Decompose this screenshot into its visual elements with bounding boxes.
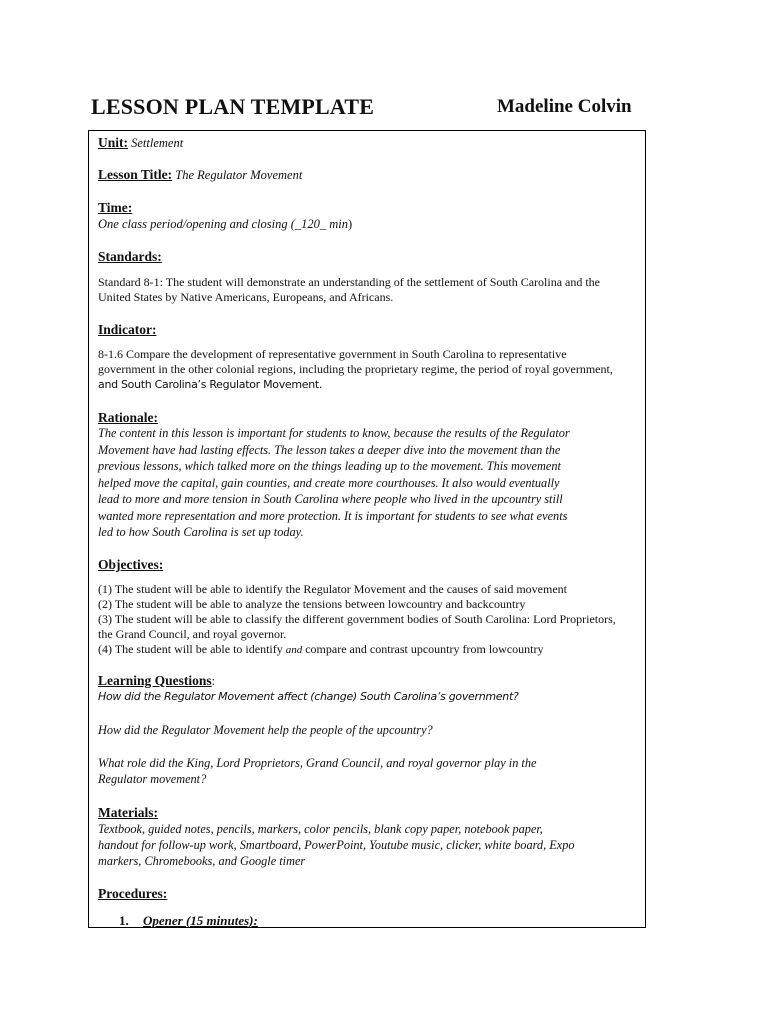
objectives-label: Objectives: <box>98 557 164 572</box>
time-value-paren: ) <box>347 217 353 231</box>
indicator-line: government in the other colonial regions, including the proprietary regime, the period of royal government, <box>98 362 613 376</box>
procedure-item-1-number: 1. <box>119 913 129 928</box>
indicator-label: Indicator: <box>98 322 157 337</box>
document-title: LESSON PLAN TEMPLATE <box>91 94 375 119</box>
lesson-title-row <box>98 167 642 183</box>
rationale-line: wanted more representation and more protection. It is important for students to see what events <box>98 509 568 523</box>
learning-question-3: What role did the King, Lord Proprietors, Grand Council, and royal governor play in the <box>98 756 537 770</box>
time-label: Time: <box>98 200 133 215</box>
unit-label: Unit: <box>98 135 128 150</box>
lesson-plan-box <box>88 130 646 928</box>
learning-questions-colon: : <box>211 674 216 688</box>
objective-line <box>98 642 642 658</box>
learning-questions-heading <box>98 673 642 689</box>
indicator-line: and South Carolina’s Regulator Movement. <box>98 378 323 391</box>
rationale-line: previous lessons, which talked more on the things leading up to the movement. This movement <box>98 459 561 473</box>
standards-line: Standard 8-1: The student will demonstrate an understanding of the settlement of South Carolina and the <box>98 275 601 289</box>
rationale-line: The content in this lesson is important for students to know, because the results of the Regulator <box>98 426 570 440</box>
rationale-line: helped move the capital, gain counties, and create more courthouses. It also would eventually <box>98 476 560 490</box>
materials-label: Materials: <box>98 805 158 820</box>
rationale-line: led to how South Carolina is set up today. <box>98 525 304 539</box>
objective-line: (3) The student will be able to classify the different government bodies of South Carolina: Lord Proprietors, <box>98 612 616 626</box>
learning-questions-label: Learning Questions <box>98 673 212 688</box>
objective-4-and: and <box>285 644 303 656</box>
procedures-heading <box>98 886 642 902</box>
indicator-line: 8-1.6 Compare the development of representative government in South Carolina to representative <box>98 347 567 361</box>
objective-line: (1) The student will be able to identify the Regulator Movement and the causes of said movement <box>98 582 567 596</box>
unit-value: Settlement <box>131 136 184 150</box>
objective-line: the Grand Council, and royal governor. <box>98 627 287 641</box>
author-name: Madeline Colvin <box>497 96 632 117</box>
materials-line: Textbook, guided notes, pencils, markers, color pencils, blank copy paper, notebook paper, <box>98 822 543 836</box>
rationale-line: lead to more and more tension in South Carolina where people who lived in the upcountry still <box>98 492 563 506</box>
objective-4-prefix: (4) The student will be able to identify <box>98 642 286 656</box>
materials-line: markers, Chromebooks, and Google timer <box>98 854 306 868</box>
materials-heading <box>98 805 642 821</box>
learning-question-1: How did the Regulator Movement affect (change) South Carolina’s government? <box>98 690 519 703</box>
procedures-label: Procedures: <box>98 886 168 901</box>
time-value-main: One class period/opening and closing (_120_ min <box>98 217 348 231</box>
objective-line: (2) The student will be able to analyze the tensions between lowcountry and backcountry <box>98 597 526 611</box>
objective-4-suffix: compare and contrast upcountry from lowcountry <box>302 642 544 656</box>
unit-row <box>98 135 642 151</box>
rationale-label: Rationale: <box>98 410 158 425</box>
rationale-heading <box>98 410 642 426</box>
rationale-line: Movement have had lasting effects. The lesson takes a deeper dive into the movement than the <box>98 443 561 457</box>
learning-question-3: Regulator movement? <box>98 772 207 786</box>
lesson-title-value: The Regulator Movement <box>175 168 303 182</box>
standards-heading <box>98 249 642 265</box>
learning-question-2: How did the Regulator Movement help the people of the upcountry? <box>98 723 433 737</box>
time-value <box>98 217 642 232</box>
procedure-item-1 <box>119 913 258 928</box>
indicator-heading <box>98 322 642 338</box>
materials-line: handout for follow-up work, Smartboard, PowerPoint, Youtube music, clicker, white board, Expo <box>98 838 575 852</box>
objectives-heading <box>98 557 642 573</box>
lesson-title-label: Lesson Title: <box>98 167 173 182</box>
standards-line: United States by Native Americans, Europeans, and Africans. <box>98 290 394 304</box>
procedure-item-1-label: Opener (15 minutes): <box>143 913 258 928</box>
time-heading <box>98 200 642 216</box>
standards-label: Standards: <box>98 249 162 264</box>
